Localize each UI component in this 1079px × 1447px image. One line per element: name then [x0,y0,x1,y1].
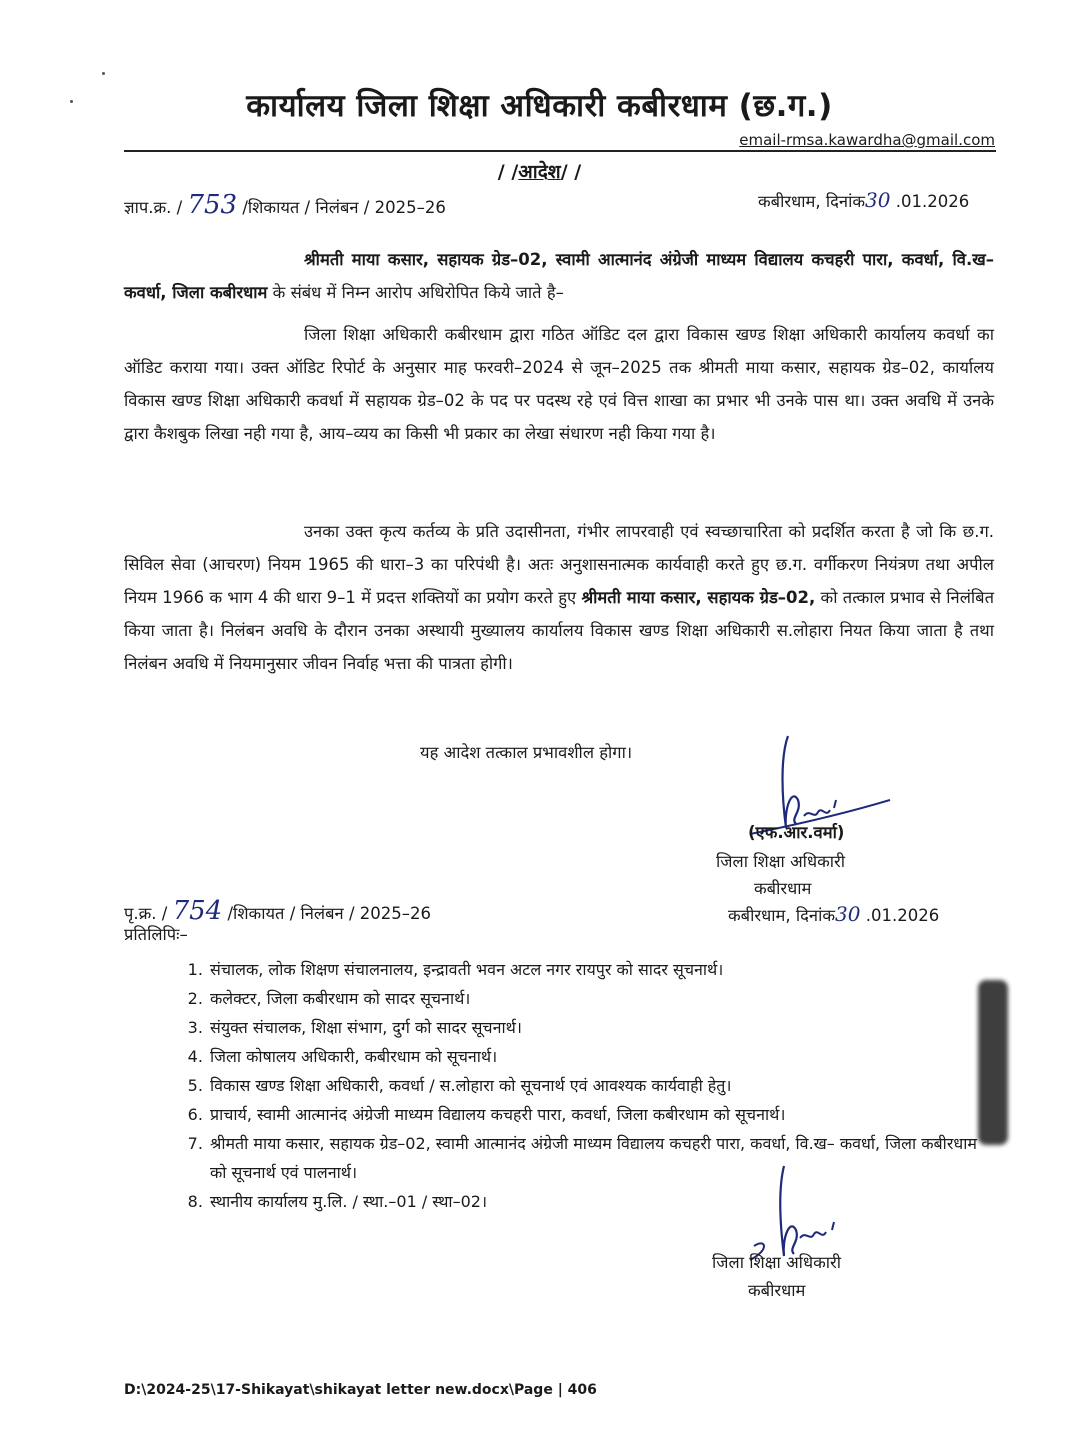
copy-item: 4. जिला कोषालय अधिकारी, कबीरधाम को सूचनार्थ। [208,1042,998,1071]
action-paragraph [124,515,994,680]
action-text-a: उनका उक्त कृत्य कर्तव्य के प्रति उदासीनता, गंभीर लापरवाही एवं स्वच्छाचारिता को प्रदर्शित करता है जो कि छ.ग. सिविल सेवा (आचरण) नियम 1965 की धारा–3 का परिपंथी है। अतः अनुशासनात्मक कार्यवाही करते हुए छ.ग. वर्गीकरण नियंत्रण तथा अपील नियम 1966 क भाग 4 की धारा 9–1 में प्रदत्त शक्तियों का प्रयोग करते हुए [124,522,994,607]
memo-date [758,188,969,212]
order-heading: / /आदेश/ / [497,161,582,183]
effective-line: यह आदेश तत्काल प्रभावशील होगा। [420,743,633,762]
copy-item: 8. स्थानीय कार्यालय मु.लि. / स्था.–01 / स्था–02। [208,1187,998,1216]
endorsement-ref-prefix: पृ.क्र. / [124,904,168,923]
audit-paragraph: जिला शिक्षा अधिकारी कबीरधाम द्वारा गठित ऑडिट दल द्वारा विकास खण्ड शिक्षा अधिकारी कार्यालय कवर्धा का ऑडिट कराया गया। उक्त ऑडिट रिपोर्ट के अनुसार माह फरवरी–2024 से जून–2025 तक श्रीमती माया कसार, सहायक ग्रेड–02, कार्यालय विकास खण्ड शिक्षा अधिकारी कवर्धा में सहायक ग्रेड–02 के पद पर पदस्थ रहे एवं वित्त शाखा का प्रभार भी उनके पास था। उक्त अवधि में उनके द्वारा कैशबुक लिखा नही गया है, आय–व्यय का किसी भी प्रकार का लेखा संधारण नही किया गया है। [124,325,994,443]
memo-ref-prefix: ज्ञाप.क्र. / [124,198,183,217]
copy-item: 6. प्राचार्य, स्वामी आत्मानंद अंग्रेजी माध्यम विद्यालय कचहरी पारा, कवर्धा, जिला कबीरधाम को सूचनार्थ। [208,1100,998,1129]
header-rule [124,150,996,152]
memo-date-day: 30 [865,188,891,212]
endorsement-date [728,902,939,926]
signatory2-place: कबीरधाम [748,1281,806,1300]
copy-heading: प्रतिलिपिः– [124,925,188,944]
file-path-footer: D:\2024-25\17-Shikayat\shikayat letter new.docx\Page | 406 [124,1382,597,1398]
copy-item: 7. श्रीमती माया कसार, सहायक ग्रेड–02, स्वामी आत्मानंद अंग्रेजी माध्यम विद्यालय कचहरी पारा, कवर्धा, वि.ख– कवर्धा, जिला कबीरधाम को सूचनार्थ एवं पालनार्थ। [208,1129,998,1187]
scan-speck [102,72,105,75]
action-text-b: को तत्काल प्रभाव से निलंबित किया जाता है। निलंबन अवधि के दौरान उनका अस्थायी मुख्यालय कार्यालय विकास खण्ड शिक्षा अधिकारी स.लोहारा नियत किया जाता है तथा निलंबन अवधि में नियमानुसार जीवन निर्वाह भत्ता की पात्रता होगी। [124,588,994,673]
memo-reference [124,190,446,220]
employee-details: श्रीमती माया कसार, सहायक ग्रेड–02, स्वामी आत्मानंद अंग्रेजी माध्यम विद्यालय कचहरी पारा, कवर्धा, वि.ख– कवर्धा, जिला कबीरधाम [124,250,994,302]
signatory-place: कबीरधाम [754,879,812,898]
endorsement-ref-number: 754 [172,896,223,926]
signatory2-designation: जिला शिक्षा अधिकारी [712,1253,842,1272]
copy-item: 2. कलेक्टर, जिला कबीरधाम को सादर सूचनार्थ। [208,984,998,1013]
action-employee: श्रीमती माया कसार, सहायक ग्रेड–02, [581,588,816,607]
memo-date-prefix: कबीरधाम, दिनांक [758,192,866,211]
order-heading-text: आदेश [518,161,561,183]
memo-ref-number: 753 [187,190,238,220]
endorsement-date-day: 30 [835,902,861,926]
copy-item: 3. संयुक्त संचालक, शिक्षा संभाग, दुर्ग को सादर सूचनार्थ। [208,1013,998,1042]
endorsement-date-prefix: कबीरधाम, दिनांक [728,906,836,925]
memo-date-rest: .01.2026 [895,192,970,211]
copy-item: 5. विकास खण्ड शिक्षा अधिकारी, कवर्धा / स.लोहारा को सूचनार्थ एवं आवश्यक कार्यवाही हेतु। [208,1071,998,1100]
office-title: कार्यालय जिला शिक्षा अधिकारी कबीरधाम (छ.ग.) [246,88,833,124]
endorsement-ref-suffix: /शिकायत / निलंबन / 2025–26 [227,904,431,923]
signatory-name: (एफ.आर.वर्मा) [748,823,845,842]
redaction-mark [978,980,1008,1145]
endorsement-date-rest: .01.2026 [865,906,940,925]
signatory-designation: जिला शिक्षा अधिकारी [716,852,846,871]
memo-ref-suffix: /शिकायत / निलंबन / 2025–26 [242,198,446,217]
office-email: email-rmsa.kawardha@gmail.com [739,131,995,149]
intro-paragraph [124,243,994,309]
copy-item: 1. संचालक, लोक शिक्षण संचालनालय, इन्द्रावती भवन अटल नगर रायपुर को सादर सूचनार्थ। [208,955,998,984]
intro-rest: के संबंध में निम्न आरोप अधिरोपित किये जाते है– [267,283,564,302]
